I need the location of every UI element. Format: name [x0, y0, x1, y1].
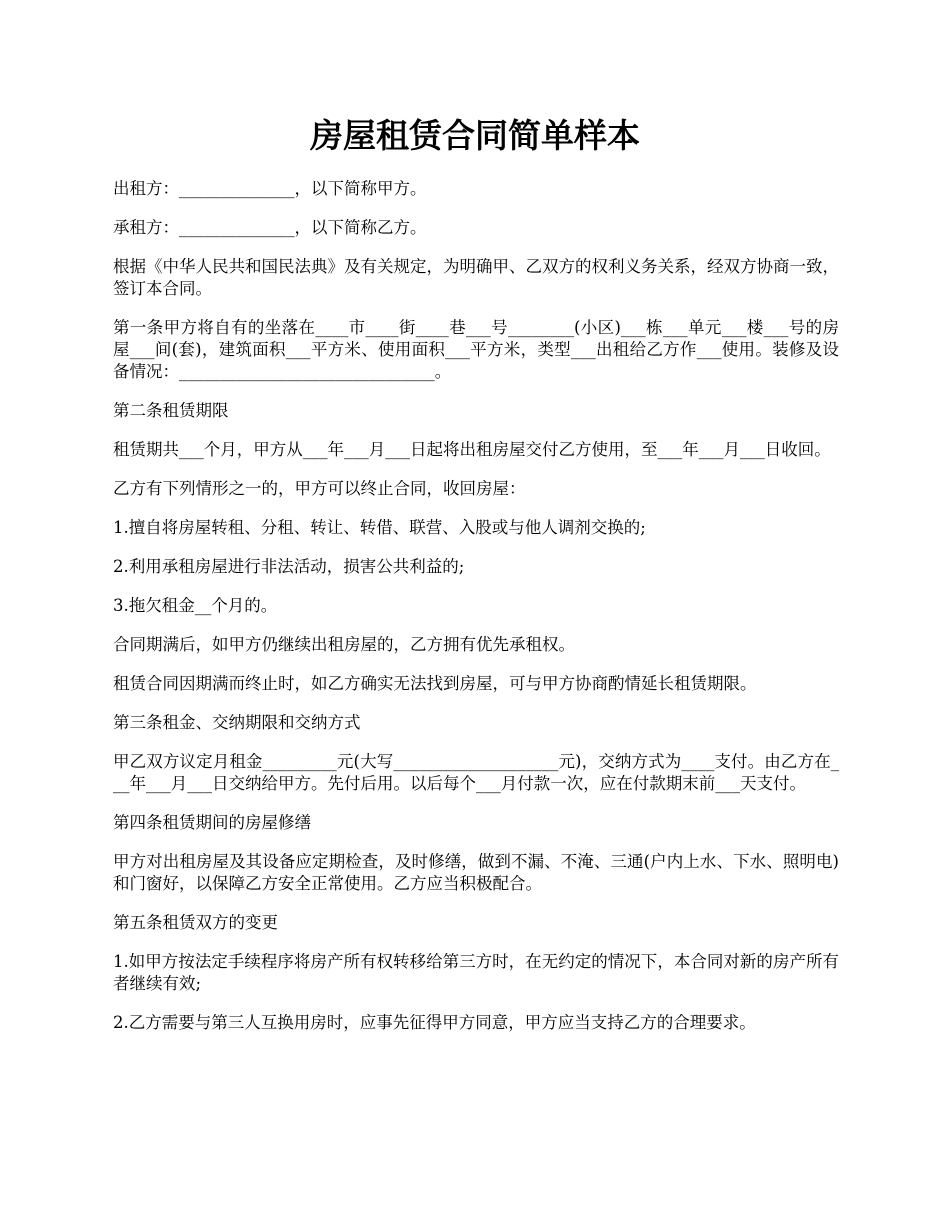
paragraph-lease-term: 租赁期共___个月，甲方从___年___月___日起将出租房屋交付乙方使用，至___年___月___日收回。 [113, 440, 831, 459]
document-body [113, 178, 839, 1051]
paragraph-termination-intro: 乙方有下列情形之一的，甲方可以终止合同，收回房屋： [113, 479, 526, 498]
document-title: 房屋租赁合同简单样本 [310, 116, 640, 155]
paragraph-lessee: 承租方：______________，以下简称乙方。 [113, 218, 427, 237]
paragraph-priority-right: 合同期满后，如甲方仍继续出租房屋的，乙方拥有优先承租权。 [113, 635, 575, 654]
heading-article-4: 第四条租赁期间的房屋修缮 [113, 813, 311, 832]
paragraph-rent-payment: 甲乙双方议定月租金_________元(大写____________________元)，交纳方式为____支付。由乙方在___年___月___日交纳给甲方。先付后用。以后每个___月付款一次，应在付款期末前___天支付。 [113, 752, 839, 793]
list-item-termination-1: 1.擅自将房屋转租、分租、转让、转借、联营、入股或与他人调剂交换的; [113, 518, 646, 537]
list-item-change-2: 2.乙方需要与第三人互换用房时，应事先征得甲方同意，甲方应当支持乙方的合理要求。 [113, 1013, 756, 1032]
heading-article-3: 第三条租金、交纳期限和交纳方式 [113, 713, 361, 732]
paragraph-extension: 租赁合同因期满而终止时，如乙方确实无法找到房屋，可与甲方协商酌情延长租赁期限。 [113, 674, 757, 693]
paragraph-lessor: 出租方：______________，以下简称甲方。 [113, 179, 427, 198]
paragraph-article-1: 第一条甲方将自有的坐落在____市____街____巷___号________(小区)___栋___单元___楼___号的房屋___间(套)，建筑面积___平方米、使用面积___平方米，类型___出租给乙方作___使用。装修及设备情况：_______________________________。 [113, 318, 839, 381]
heading-article-5: 第五条租赁双方的变更 [113, 913, 278, 932]
list-item-termination-2: 2.利用承租房屋进行非法活动，损害公共利益的; [113, 557, 465, 576]
paragraph-repairs: 甲方对出租房屋及其设备应定期检查，及时修缮，做到不漏、不淹、三通(户内上水、下水、照明电)和门窗好，以保障乙方安全正常使用。乙方应当积极配合。 [113, 852, 839, 893]
list-item-termination-3: 3.拖欠租金__个月的。 [113, 596, 278, 615]
paragraph-preamble: 根据《中华人民共和国民法典》及有关规定，为明确甲、乙双方的权利义务关系，经双方协商一致，签订本合同。 [113, 257, 839, 298]
heading-article-2: 第二条租赁期限 [113, 401, 229, 420]
list-item-change-1: 1.如甲方按法定手续程序将房产所有权转移给第三方时，在无约定的情况下，本合同对新的房产所有者继续有效; [113, 952, 839, 993]
